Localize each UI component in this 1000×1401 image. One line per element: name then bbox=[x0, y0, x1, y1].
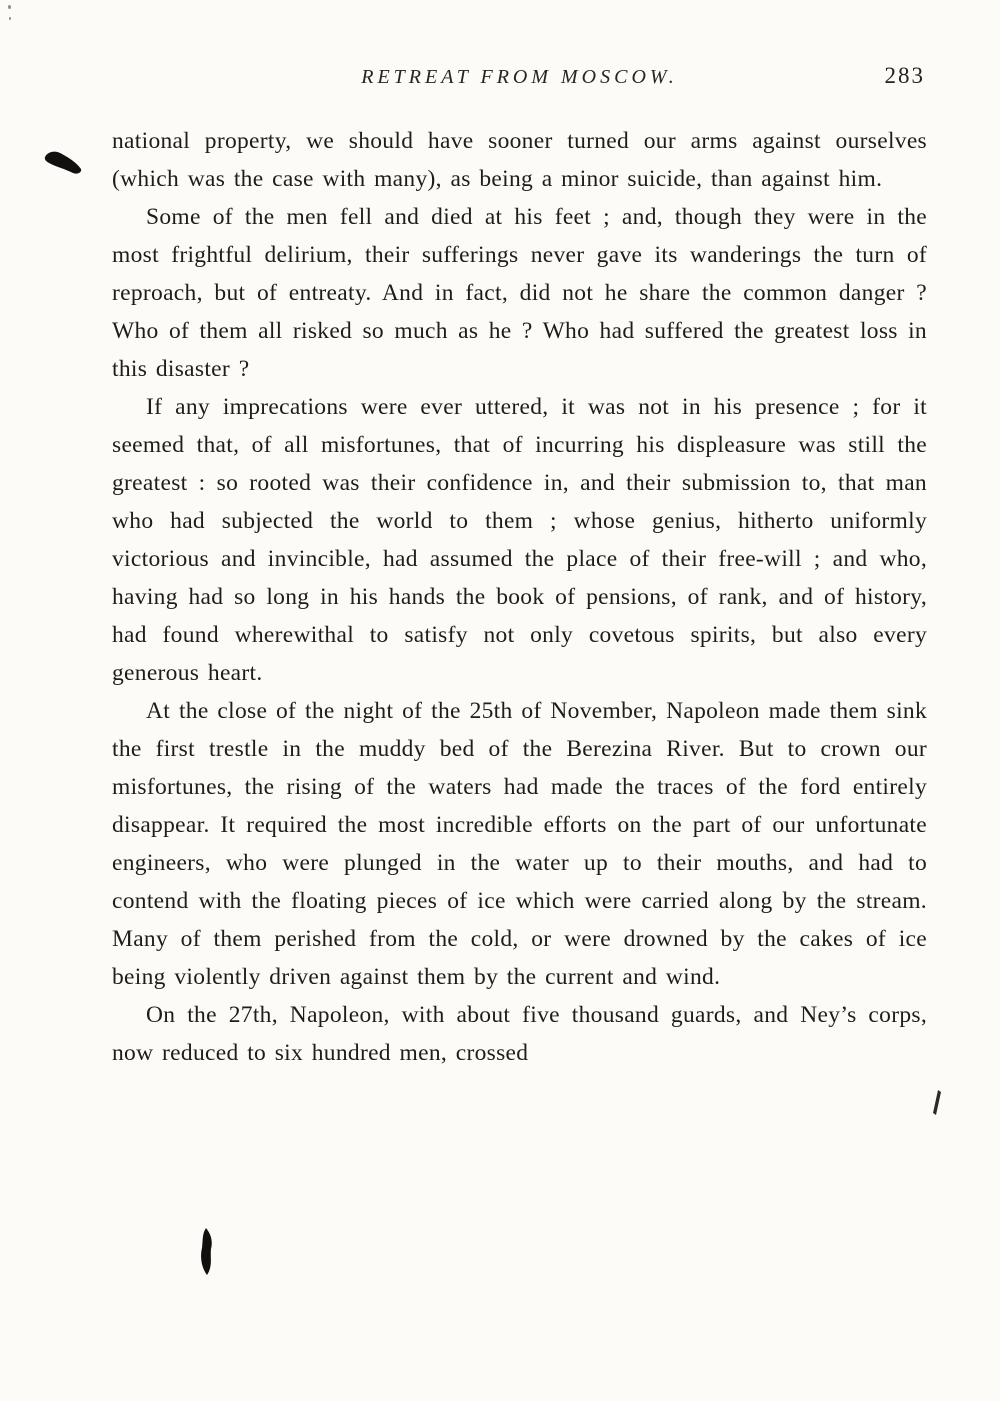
page-body bbox=[112, 122, 927, 1072]
page-number: 283 bbox=[884, 63, 925, 88]
paragraph: If any imprecations were ever uttered, it was not in his presence ; for it seemed that, of all misfortunes, that of incurring his displeasure was still the greatest : so rooted was their confidence in, and their submission to, that man who had subjected the world to them ; whose genius, hitherto uniformly victorious and invincible, had assumed the place of their free-will ; and who, having had so long in his hands the book of pensions, of rank, and of history, had found wherewithal to satisfy not only covetous spirits, but also every generous heart. bbox=[112, 394, 927, 686]
paragraph: national property, we should have sooner turned our arms against ourselves (which was the case with many), as being a minor suicide, than against him. bbox=[112, 128, 927, 192]
paragraph: Some of the men fell and died at his feet ; and, though they were in the most frightful delirium, their sufferings never gave its wanderings the turn of reproach, but of entreaty. And in fact, did not he share the common danger ? Who of them all risked so much as he ? Who had suffered the greatest loss in this disaster ? bbox=[112, 204, 927, 382]
paper-speck bbox=[8, 5, 11, 9]
running-title: RETREAT FROM MOSCOW. bbox=[361, 66, 678, 88]
paragraph: On the 27th, Napoleon, with about five thousand guards, and Ney’s corps, now reduced to six hundred men, crossed bbox=[112, 1002, 927, 1066]
page-header bbox=[112, 63, 927, 98]
ink-blot-overlay bbox=[194, 1228, 218, 1276]
ink-smudge-left-margin bbox=[44, 150, 84, 180]
paragraph: At the close of the night of the 25th of November, Napoleon made them sink the first trestle in the muddy bed of the Berezina River. But to crown our misfortunes, the rising of the waters had made the traces of the ford entirely disappear. It required the most incredible efforts on the part of our unfortunate engineers, who were plunged in the water up to their mouths, and had to contend with the floating pieces of ice which were carried along by the stream. Many of them perished from the cold, or were drowned by the cakes of ice being violently driven against them by the current and wind. bbox=[112, 698, 927, 990]
paper-speck bbox=[9, 17, 11, 20]
ink-stroke-right-margin bbox=[932, 1090, 942, 1116]
